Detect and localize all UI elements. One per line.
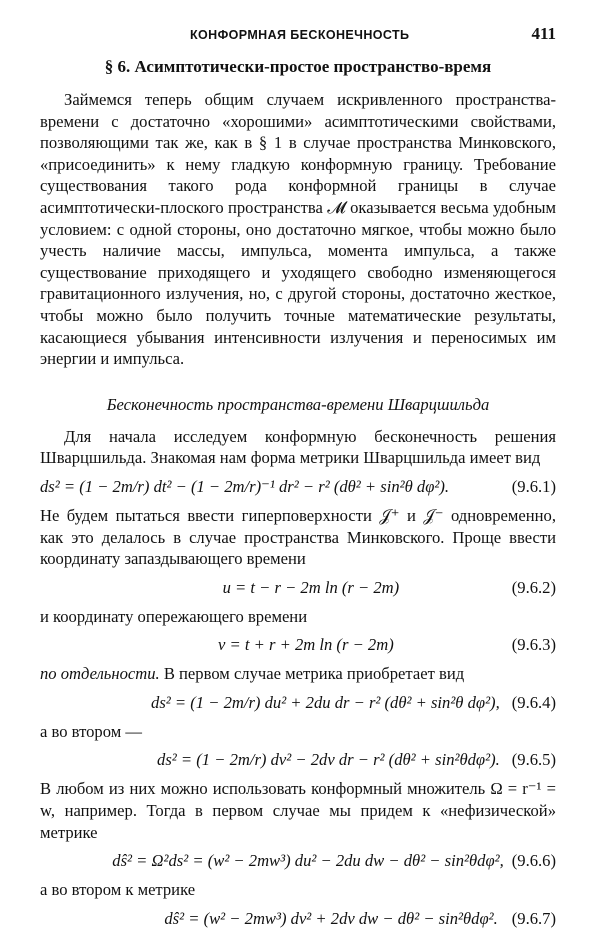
italic-phrase: по отдельности. [40,664,160,684]
equation-expression: v = t + r + 2m ln (r − 2m) [218,635,394,655]
equation-number: (9.6.6) [511,851,556,871]
equation-expression: ds² = (1 − 2m/r) dt² − (1 − 2m/r)⁻¹ dr² − r² (dθ² + sin²θ dφ²). [40,476,450,496]
equation-number: (9.6.1) [511,476,556,496]
section-title: § 6. Асимптотически-простое пространство-время [104,57,492,76]
equation-expression: dŝ² = Ω²ds² = (w² − 2mw³) du² − 2du dw − dθ² − sin²θdφ², [112,851,504,871]
equation-expression: ds² = (1 − 2m/r) du² + 2du dr − r² (dθ² + sin²θ dφ²), [151,692,500,712]
equation-number: (9.6.4) [511,692,556,712]
intro-paragraph: Займемся теперь общим случаем искривленного пространства-времени с достаточно «хорошими» асимптотическими свойствами, позволяющими так же, как в § 1 в случае пространства Минковского, «присоединить» к нему гладкую конформную границу. Требование существования такого рода конформной границы в случае асимптотически-плоского пространства 𝓜 оказывается весьма удобным условием: с одной стороны, оно достаточно мягкое, чтобы можно было учесть наличие массы, импульса, момента импульса, а также существование приходящего и уходящего свободно изменяющегося гравитационного излучения, но, с другой стороны, достаточно жесткое, чтобы можно было получить точные математические результаты, касающиеся убывания интенсивности излучения и переносимых им энергии и импульса. [40,90,556,369]
page-number: 411 [531,24,556,43]
page-header [40,24,556,44]
equation-9-6-7 [40,908,556,930]
equation-number: (9.6.5) [511,750,556,770]
equation-9-6-5 [40,749,556,771]
equation-number: (9.6.3) [511,635,556,655]
paragraph-2: Для начала исследуем конформную бесконечность решения Шварцшильда. Знакомая нам форма метрики Шварцшильда имеет вид [40,426,556,468]
page-content [40,56,556,937]
paragraph-4: и координату опережающего времени [40,606,308,626]
equation-expression: dŝ² = (w² − 2mw³) dv² + 2dv dw − dθ² − sin²θdφ². [164,908,498,928]
equation-number: (9.6.7) [511,908,556,928]
equation-expression: ds² = (1 − 2m/r) dv² − 2dv dr − r² (dθ² + sin²θdφ²). [157,750,500,770]
running-title: КОНФОРМНАЯ БЕСКОНЕЧНОСТЬ [190,28,410,42]
equation-9-6-3 [40,634,556,656]
paragraph-5 [40,663,556,685]
paragraph-8: а во втором к метрике [40,880,196,900]
paragraph-5-rest: В первом случае метрика приобретает вид [159,664,465,684]
paragraph-3: Не будем пытаться ввести гиперповерхности 𝒥⁺ и 𝒥⁻ одновременно, как это делалось в случае пространства Минковского. Проще ввести координату запаздывающего времени [40,505,556,569]
equation-number: (9.6.2) [511,577,556,597]
equation-expression: u = t − r − 2m ln (r − 2m) [222,577,400,597]
equation-9-6-6 [40,850,556,872]
paragraph-6: а во втором — [40,721,142,741]
paragraph-7: В любом из них можно использовать конформный множитель Ω = r⁻¹ = w, например. Тогда в первом случае мы придем к «нефизической» метрике [40,779,556,842]
subheading: Бесконечность пространства-времени Шварцшильда [106,394,490,414]
equation-9-6-1 [40,476,556,498]
equation-9-6-2 [40,577,556,599]
equation-9-6-4 [40,692,556,714]
